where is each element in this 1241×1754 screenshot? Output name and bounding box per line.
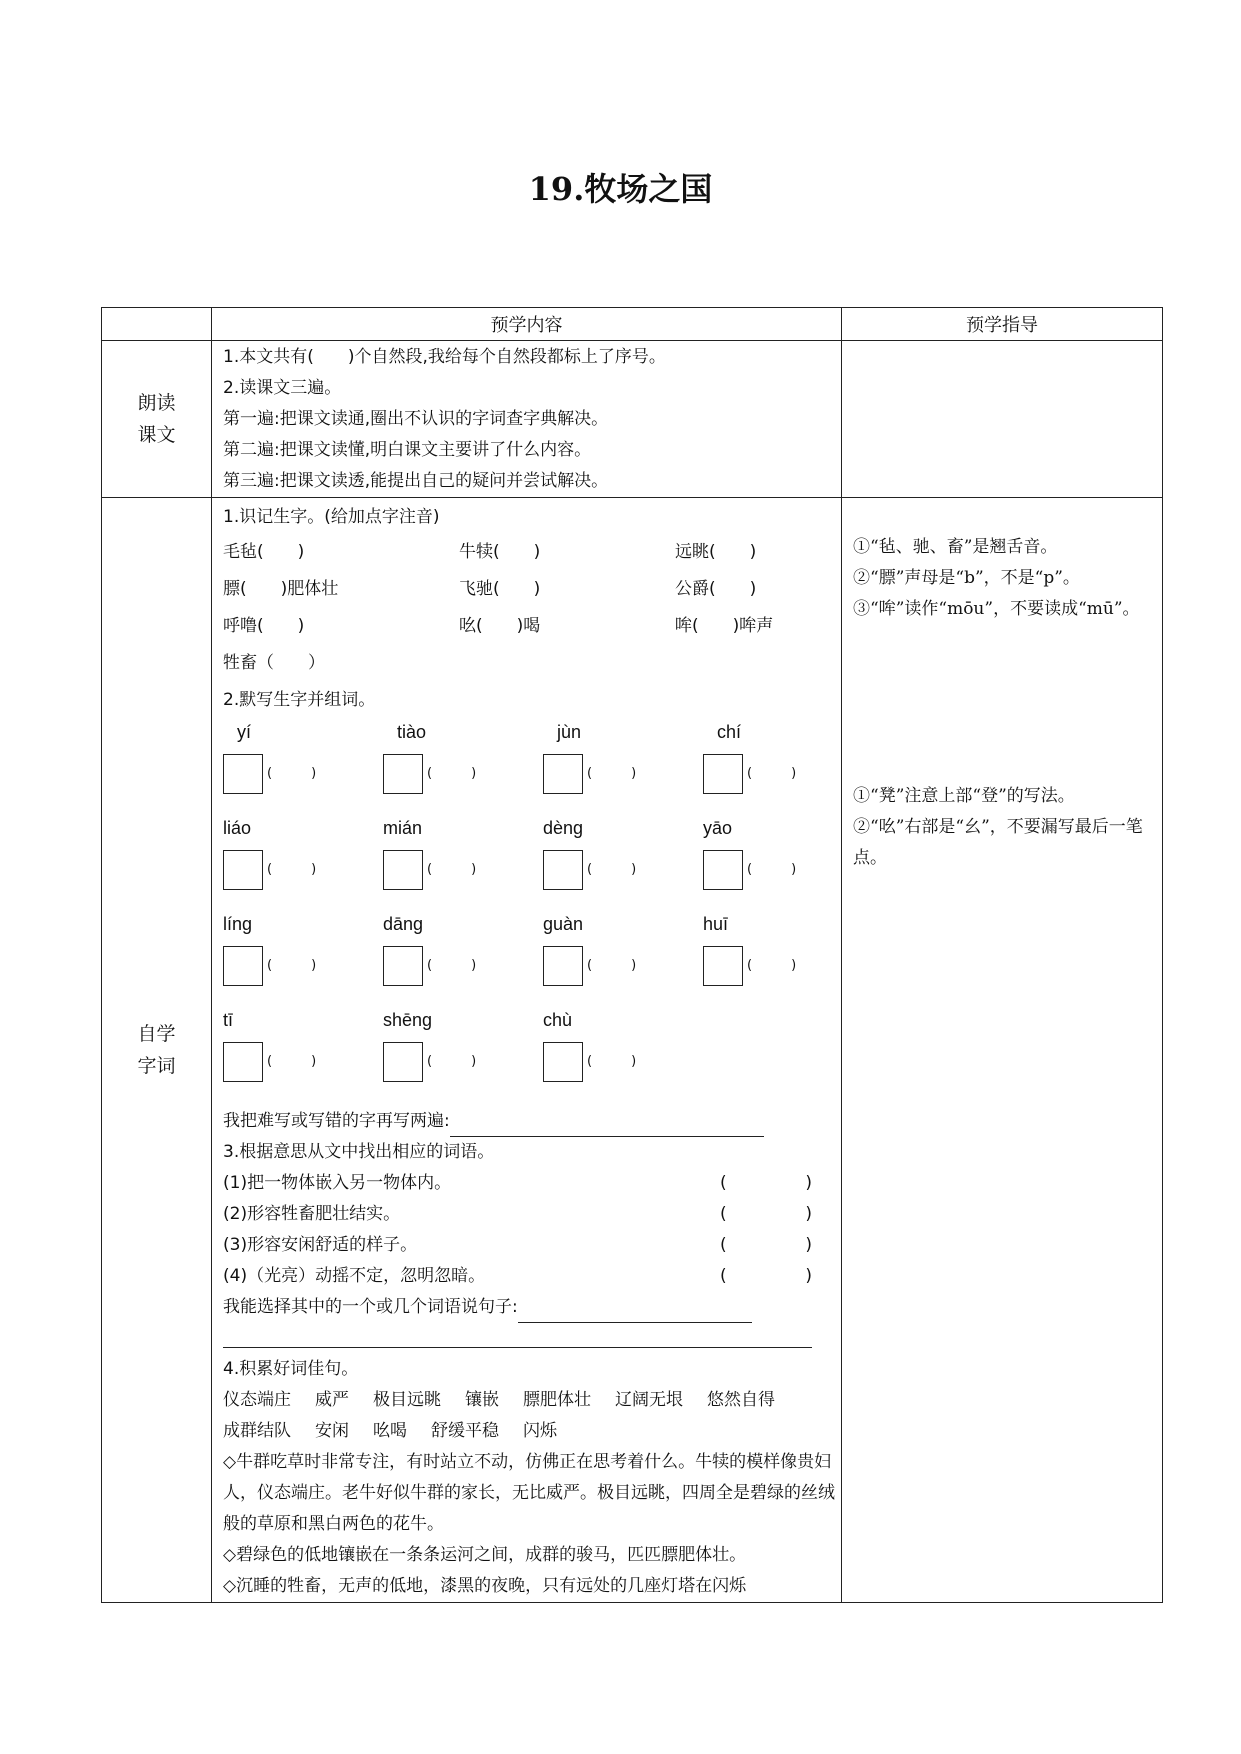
rewrite-blank[interactable] bbox=[450, 1136, 764, 1137]
reading-line: 第三遍:把课文读透,能提出自己的疑问并尝试解决。 bbox=[223, 471, 609, 491]
character-box[interactable] bbox=[543, 946, 583, 986]
q4-word: 膘肥体壮 bbox=[523, 1390, 591, 1410]
q4-word: 威严 bbox=[315, 1390, 349, 1410]
pinyin-item bbox=[703, 818, 863, 914]
rewrite-line bbox=[223, 1106, 841, 1137]
sentence-line bbox=[223, 1292, 841, 1323]
character-box[interactable] bbox=[223, 850, 263, 890]
q1-title: 1.识记生字。(给加点字注音) bbox=[223, 507, 440, 527]
character-box[interactable] bbox=[703, 850, 743, 890]
q3-text: (4)（光亮）动摇不定，忽明忽暗。 bbox=[223, 1266, 486, 1286]
pinyin-label: mián bbox=[383, 818, 423, 838]
q4-word: 成群结队 bbox=[223, 1421, 291, 1441]
q4-sentence: ◇碧绿色的低地镶嵌在一条条运河之间，成群的骏马，匹匹膘肥体壮。 bbox=[223, 1545, 747, 1565]
pinyin-item bbox=[703, 722, 863, 818]
q1-item: 飞驰( ) bbox=[459, 579, 541, 599]
pinyin-item bbox=[543, 818, 703, 914]
character-box[interactable] bbox=[383, 754, 423, 794]
pinyin-item bbox=[383, 914, 543, 1010]
vocab-content bbox=[212, 498, 842, 1603]
q1-item: 牛犊( ) bbox=[459, 542, 541, 562]
pinyin-item bbox=[383, 722, 543, 818]
q3-text: (1)把一物体嵌入另一物体内。 bbox=[223, 1173, 452, 1193]
reading-line: 第一遍:把课文读通,圈出不认识的字词查字典解决。 bbox=[223, 409, 609, 429]
q3-item bbox=[223, 1199, 841, 1230]
q1-item: 远眺( ) bbox=[675, 542, 757, 562]
q4-title: 4.积累好词佳句。 bbox=[223, 1359, 359, 1379]
q1-item: 吆( )喝 bbox=[459, 616, 541, 636]
reading-line: 2.读课文三遍。 bbox=[223, 378, 342, 398]
table-header-row bbox=[102, 308, 1163, 341]
character-box[interactable] bbox=[703, 754, 743, 794]
character-box[interactable] bbox=[383, 946, 423, 986]
page-title: 19.牧场之国 bbox=[528, 170, 713, 208]
q4-word: 舒缓平稳 bbox=[431, 1421, 499, 1441]
q1-item: 呼噜( ) bbox=[223, 616, 305, 636]
q4-sentence: ◇沉睡的牲畜，无声的低地，漆黑的夜晚，只有远处的几座灯塔在闪烁 bbox=[223, 1576, 747, 1596]
word-paren[interactable]: ( ) bbox=[747, 862, 797, 877]
word-paren[interactable]: ( ) bbox=[747, 958, 797, 973]
q3-item bbox=[223, 1230, 841, 1261]
pinyin-label: líng bbox=[223, 914, 253, 934]
q3-answer[interactable] bbox=[720, 1168, 812, 1199]
q1-item: 膘( )肥体壮 bbox=[223, 579, 339, 599]
pinyin-label: chù bbox=[543, 1010, 573, 1030]
q3-close: ) bbox=[805, 1266, 812, 1286]
pinyin-label: dèng bbox=[543, 818, 584, 838]
word-paren[interactable]: ( ) bbox=[427, 1054, 477, 1069]
study-table bbox=[101, 307, 1163, 1603]
word-paren[interactable]: ( ) bbox=[267, 766, 317, 781]
category-line: 字词 bbox=[137, 1055, 176, 1077]
q4-word: 悠然自得 bbox=[707, 1390, 775, 1410]
pinyin-label: tī bbox=[223, 1010, 234, 1030]
category-line: 自学 bbox=[137, 1023, 176, 1045]
character-box[interactable] bbox=[223, 946, 263, 986]
q3-text: (2)形容牲畜肥壮结实。 bbox=[223, 1204, 401, 1224]
q3-item bbox=[223, 1168, 841, 1199]
q3-open: ( bbox=[720, 1266, 727, 1286]
pinyin-label: huī bbox=[703, 914, 729, 934]
sentence-extra-line[interactable] bbox=[223, 1323, 841, 1354]
pinyin-label: yí bbox=[237, 722, 252, 742]
word-paren[interactable]: ( ) bbox=[427, 958, 477, 973]
category-line: 课文 bbox=[137, 424, 176, 446]
q4-word: 仪态端庄 bbox=[223, 1390, 291, 1410]
pinyin-item bbox=[383, 1010, 543, 1106]
q4-word: 吆喝 bbox=[373, 1421, 407, 1441]
guide-block-2 bbox=[853, 781, 1154, 874]
pinyin-item bbox=[543, 722, 703, 818]
category-vocab bbox=[102, 498, 212, 1603]
word-paren[interactable]: ( ) bbox=[267, 1054, 317, 1069]
q1-item: 公爵( ) bbox=[675, 579, 757, 599]
q4-words-row bbox=[223, 1416, 841, 1447]
section-reading-row bbox=[102, 341, 1163, 498]
pinyin-label: shēng bbox=[383, 1010, 433, 1030]
character-box[interactable] bbox=[223, 1042, 263, 1082]
pinyin-item bbox=[223, 914, 383, 1010]
q3-title: 3.根据意思从文中找出相应的词语。 bbox=[223, 1142, 495, 1162]
q3-close: ) bbox=[805, 1235, 812, 1255]
q3-answer[interactable] bbox=[720, 1199, 812, 1230]
q3-close: ) bbox=[805, 1204, 812, 1224]
pinyin-grid bbox=[223, 722, 841, 1106]
header-blank bbox=[102, 308, 212, 341]
character-box[interactable] bbox=[543, 1042, 583, 1082]
q3-open: ( bbox=[720, 1173, 727, 1193]
guide-line: ②“膘”声母是“b”，不是“p”。 bbox=[853, 568, 1080, 588]
q4-word: 闪烁 bbox=[523, 1421, 557, 1441]
pinyin-label: liáo bbox=[223, 818, 252, 838]
q4-word: 安闲 bbox=[315, 1421, 349, 1441]
word-paren[interactable]: ( ) bbox=[587, 766, 637, 781]
q1-item: 毛毡( ) bbox=[223, 542, 305, 562]
rewrite-label: 我把难写或写错的字再写两遍: bbox=[223, 1111, 450, 1131]
character-box[interactable] bbox=[543, 850, 583, 890]
q1-grid bbox=[223, 537, 841, 685]
header-guide: 预学指导 bbox=[842, 308, 1163, 341]
pinyin-item bbox=[223, 722, 383, 818]
category-line: 朗读 bbox=[137, 392, 176, 414]
word-paren[interactable]: ( ) bbox=[267, 958, 317, 973]
pinyin-label: dāng bbox=[383, 914, 424, 934]
pinyin-label: guàn bbox=[543, 914, 584, 934]
q3-close: ) bbox=[805, 1173, 812, 1193]
pinyin-item bbox=[223, 818, 383, 914]
q3-open: ( bbox=[720, 1235, 727, 1255]
q3-answer[interactable] bbox=[720, 1230, 812, 1261]
word-paren[interactable]: ( ) bbox=[587, 1054, 637, 1069]
character-box[interactable] bbox=[383, 850, 423, 890]
pinyin-label: chí bbox=[717, 722, 742, 742]
q4-word: 极目远眺 bbox=[373, 1390, 441, 1410]
word-paren[interactable]: ( ) bbox=[747, 766, 797, 781]
guide-line: ①“毡、驰、畜”是翘舌音。 bbox=[853, 537, 1058, 557]
word-paren[interactable]: ( ) bbox=[267, 862, 317, 877]
pinyin-label: yāo bbox=[703, 818, 733, 838]
guide-block-1 bbox=[853, 532, 1154, 625]
guide-line: ①“凳”注意上部“登”的写法。 bbox=[853, 786, 1075, 806]
header-content: 预学内容 bbox=[212, 308, 842, 341]
pinyin-item bbox=[383, 818, 543, 914]
q3-answer[interactable] bbox=[720, 1261, 812, 1292]
word-paren[interactable]: ( ) bbox=[587, 958, 637, 973]
word-paren[interactable]: ( ) bbox=[587, 862, 637, 877]
q4-word: 辽阔无垠 bbox=[615, 1390, 683, 1410]
category-reading bbox=[102, 341, 212, 498]
q3-open: ( bbox=[720, 1204, 727, 1224]
pinyin-item bbox=[703, 914, 863, 1010]
guide-line: ②“吆”右部是“幺”，不要漏写最后一笔点。 bbox=[853, 817, 1143, 868]
reading-content bbox=[212, 341, 842, 498]
pinyin-label: tiào bbox=[397, 722, 427, 742]
q3-item bbox=[223, 1261, 841, 1292]
character-box[interactable] bbox=[223, 754, 263, 794]
q4-words-row bbox=[223, 1385, 841, 1416]
q3-text: (3)形容安闲舒适的样子。 bbox=[223, 1235, 418, 1255]
pinyin-item bbox=[543, 914, 703, 1010]
q2-title: 2.默写生字并组词。 bbox=[223, 690, 376, 710]
section-vocab-row bbox=[102, 498, 1163, 1603]
character-box[interactable] bbox=[383, 1042, 423, 1082]
character-box[interactable] bbox=[543, 754, 583, 794]
word-paren[interactable]: ( ) bbox=[427, 766, 477, 781]
reading-line: 1.本文共有( )个自然段,我给每个自然段都标上了序号。 bbox=[223, 347, 666, 367]
q4-sentence: ◇牛群吃草时非常专注，有时站立不动，仿佛正在思考着什么。牛犊的模样像贵妇人，仪态端庄。老牛好似牛群的家长，无比威严。极目远眺，四周全是碧绿的丝绒般的草原和黑白两色的花牛。 bbox=[223, 1452, 835, 1534]
reading-guide bbox=[842, 341, 1163, 498]
vocab-guide bbox=[842, 498, 1163, 1603]
word-paren[interactable]: ( ) bbox=[427, 862, 477, 877]
q1-item: 牲畜（ ） bbox=[223, 653, 325, 673]
pinyin-item bbox=[543, 1010, 703, 1106]
pinyin-item bbox=[223, 1010, 383, 1106]
reading-line: 第二遍:把课文读懂,明白课文主要讲了什么内容。 bbox=[223, 440, 592, 460]
q4-word: 镶嵌 bbox=[465, 1390, 499, 1410]
guide-line: ③“哞”读作“mōu”，不要读成“mū”。 bbox=[853, 599, 1140, 619]
character-box[interactable] bbox=[703, 946, 743, 986]
sentence-label: 我能选择其中的一个或几个词语说句子: bbox=[223, 1297, 518, 1317]
q1-item: 哞( )哞声 bbox=[675, 616, 774, 636]
pinyin-label: jùn bbox=[557, 722, 582, 742]
